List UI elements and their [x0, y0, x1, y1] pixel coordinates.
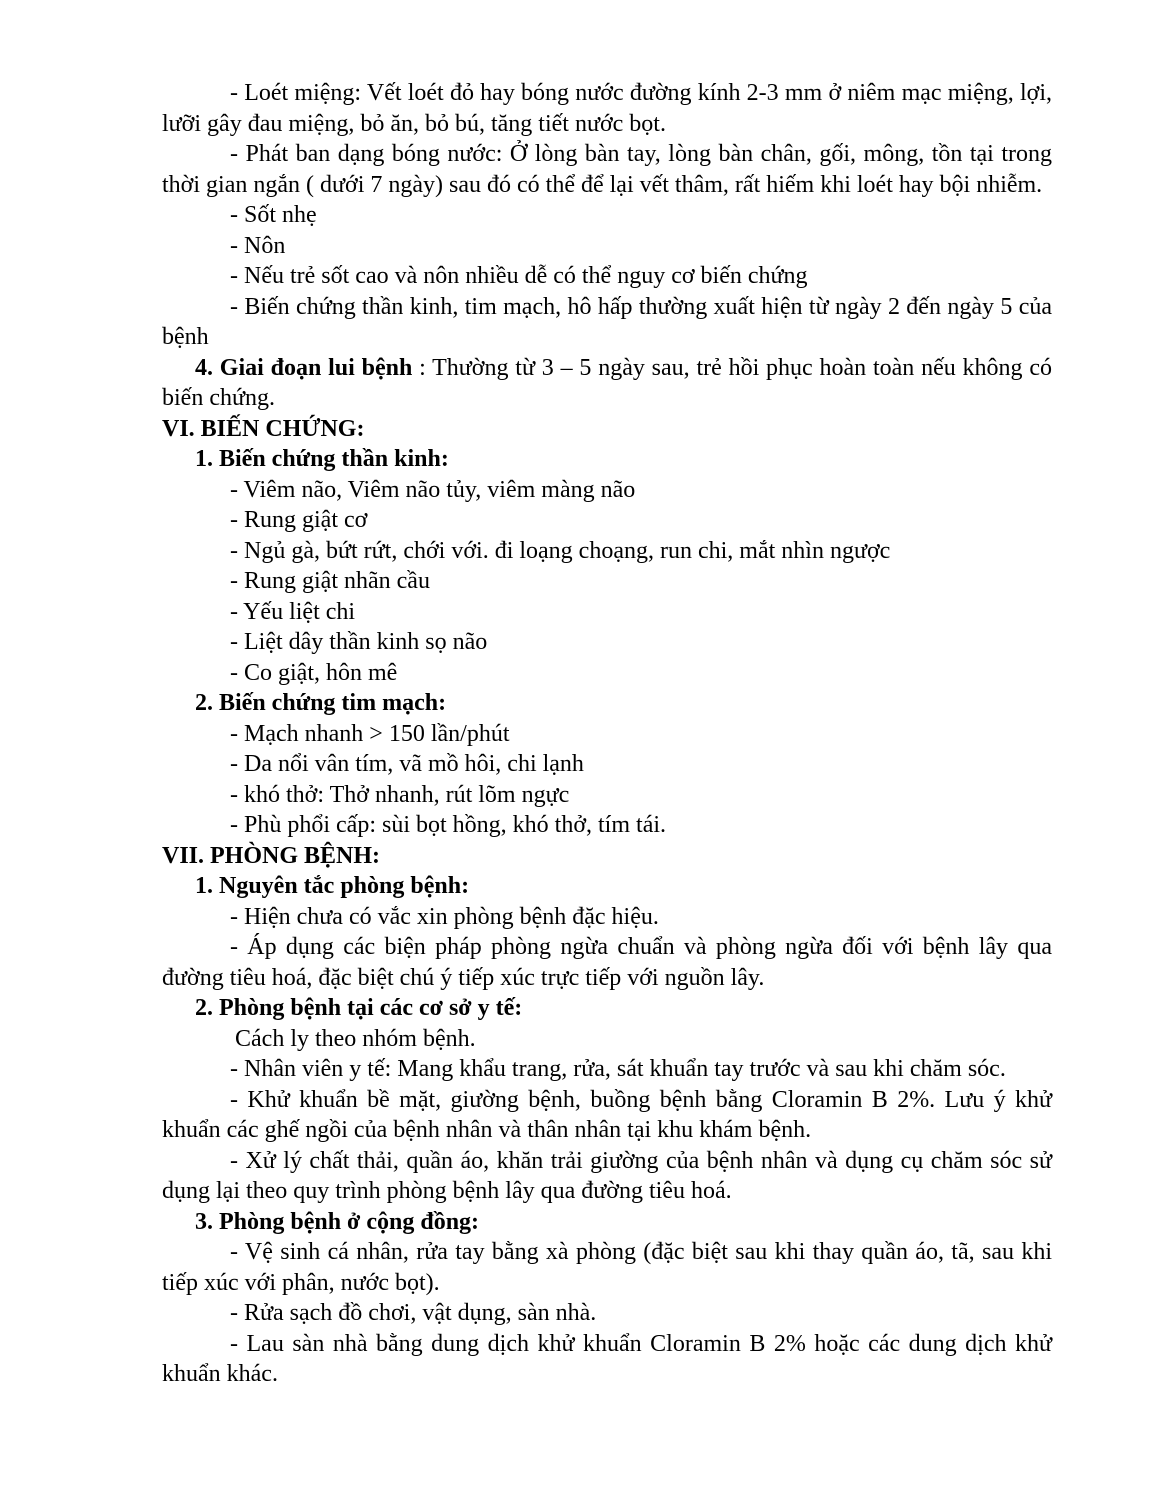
paragraph-isolation: Cách ly theo nhóm bệnh. — [235, 1025, 476, 1052]
section-heading-prevention: VII. PHÒNG BỆNH: — [162, 842, 381, 869]
list-item-limb-weakness: - Yếu liệt chi — [230, 598, 356, 625]
subheading-neuro-complications: 1. Biến chứng thần kinh: — [195, 446, 449, 472]
list-item-myoclonus: - Rung giật cơ — [230, 507, 368, 533]
section-heading-complications: VI. BIẾN CHỨNG: — [162, 415, 365, 442]
recovery-stage-label: 4. Giai đoạn lui bệnh — [195, 354, 413, 381]
document-page — [162, 78, 1052, 1390]
list-item-nystagmus: - Rung giật nhãn cầu — [230, 568, 430, 594]
list-item-no-vaccine: - Hiện chưa có vắc xin phòng bệnh đặc hiệu. — [230, 903, 659, 930]
paragraph-staff-hygiene: - Nhân viên y tế: Mang khẩu trang, rửa, sát khuẩn tay trước và sau khi chăm sóc. — [230, 1056, 1006, 1082]
list-item-vomiting: - Nôn — [230, 232, 286, 259]
list-item-high-fever-risk: - Nếu trẻ sốt cao và nôn nhiều dễ có thể nguy cơ biến chứng — [230, 263, 808, 289]
paragraph-surface-disinfection: - Khử khuẩn bề mặt, giường bệnh, buồng bệnh bằng Cloramin B 2%. Lưu ý khử khuẩn các ghế ngồi của bệnh nhân và thân nhân tại khu khám bệnh. — [162, 1086, 1052, 1143]
subheading-prevention-principles: 1. Nguyên tắc phòng bệnh: — [195, 873, 470, 899]
subheading-facility-prevention: 2. Phòng bệnh tại các cơ sở y tế: — [195, 995, 523, 1021]
list-item-mottled-skin: - Da nổi vân tím, vã mồ hôi, chi lạnh — [230, 751, 584, 777]
paragraph-hand-washing: - Vệ sinh cá nhân, rửa tay bằng xà phòng (đặc biệt sau khi thay quần áo, tã, sau khi tiếp xúc với phân, nước bọt). — [162, 1239, 1052, 1296]
paragraph-mouth-ulcer: - Loét miệng: Vết loét đỏ hay bóng nước đường kính 2-3 mm ở niêm mạc miệng, lợi, lưỡi gây đau miệng, bỏ ăn, bỏ bú, tăng tiết nước bọt. — [162, 80, 1052, 137]
subheading-cardio-complications: 2. Biến chứng tim mạch: — [195, 690, 447, 716]
list-item-seizure-coma: - Co giật, hôn mê — [230, 659, 398, 686]
paragraph-waste-handling: - Xử lý chất thải, quần áo, khăn trải giường của bệnh nhân và dụng cụ chăm sóc sử dụng lại theo quy trình phòng bệnh lây qua đường tiêu hoá. — [162, 1147, 1052, 1204]
paragraph-complication-timing: - Biến chứng thần kinh, tim mạch, hô hấp thường xuất hiện từ ngày 2 đến ngày 5 của bệnh — [162, 293, 1052, 350]
paragraph-recovery-stage — [162, 353, 1052, 414]
list-item-encephalitis: - Viêm não, Viêm não tủy, viêm màng não — [230, 476, 636, 503]
list-item-tachycardia: - Mạch nhanh > 150 lần/phút — [230, 720, 510, 747]
paragraph-floor-disinfection: - Lau sàn nhà bằng dung dịch khử khuẩn Cloramin B 2% hoặc các dung dịch khử khuẩn khác. — [162, 1330, 1052, 1387]
paragraph-blister-rash: - Phát ban dạng bóng nước: Ở lòng bàn tay, lòng bàn chân, gối, mông, tồn tại trong thời gian ngắn ( dưới 7 ngày) sau đó có thể để lại vết thâm, rất hiếm khi loét hay bội nhiễm. — [162, 141, 1052, 198]
list-item-clean-toys: - Rửa sạch đồ chơi, vật dụng, sàn nhà. — [230, 1300, 597, 1326]
subheading-community-prevention: 3. Phòng bệnh ở cộng đồng: — [195, 1208, 480, 1235]
list-item-cranial-nerve-palsy: - Liệt dây thần kinh sọ não — [230, 629, 488, 655]
list-item-drowsiness: - Ngủ gà, bứt rứt, chới với. đi loạng choạng, run chi, mắt nhìn ngược — [230, 537, 891, 564]
list-item-dyspnea: - khó thở: Thở nhanh, rút lõm ngực — [230, 781, 570, 808]
recovery-stage-text: : Thường từ 3 – 5 ngày sau, trẻ hồi phục hoàn toàn nếu không có biến chứng. — [162, 354, 1052, 411]
paragraph-standard-precautions: - Áp dụng các biện pháp phòng ngừa chuẩn và phòng ngừa đối với bệnh lây qua đường tiêu hoá, đặc biệt chú ý tiếp xúc trực tiếp với nguồn lây. — [162, 934, 1052, 991]
list-item-mild-fever: - Sốt nhẹ — [230, 202, 317, 228]
list-item-pulmonary-edema: - Phù phổi cấp: sùi bọt hồng, khó thở, tím tái. — [230, 812, 667, 838]
